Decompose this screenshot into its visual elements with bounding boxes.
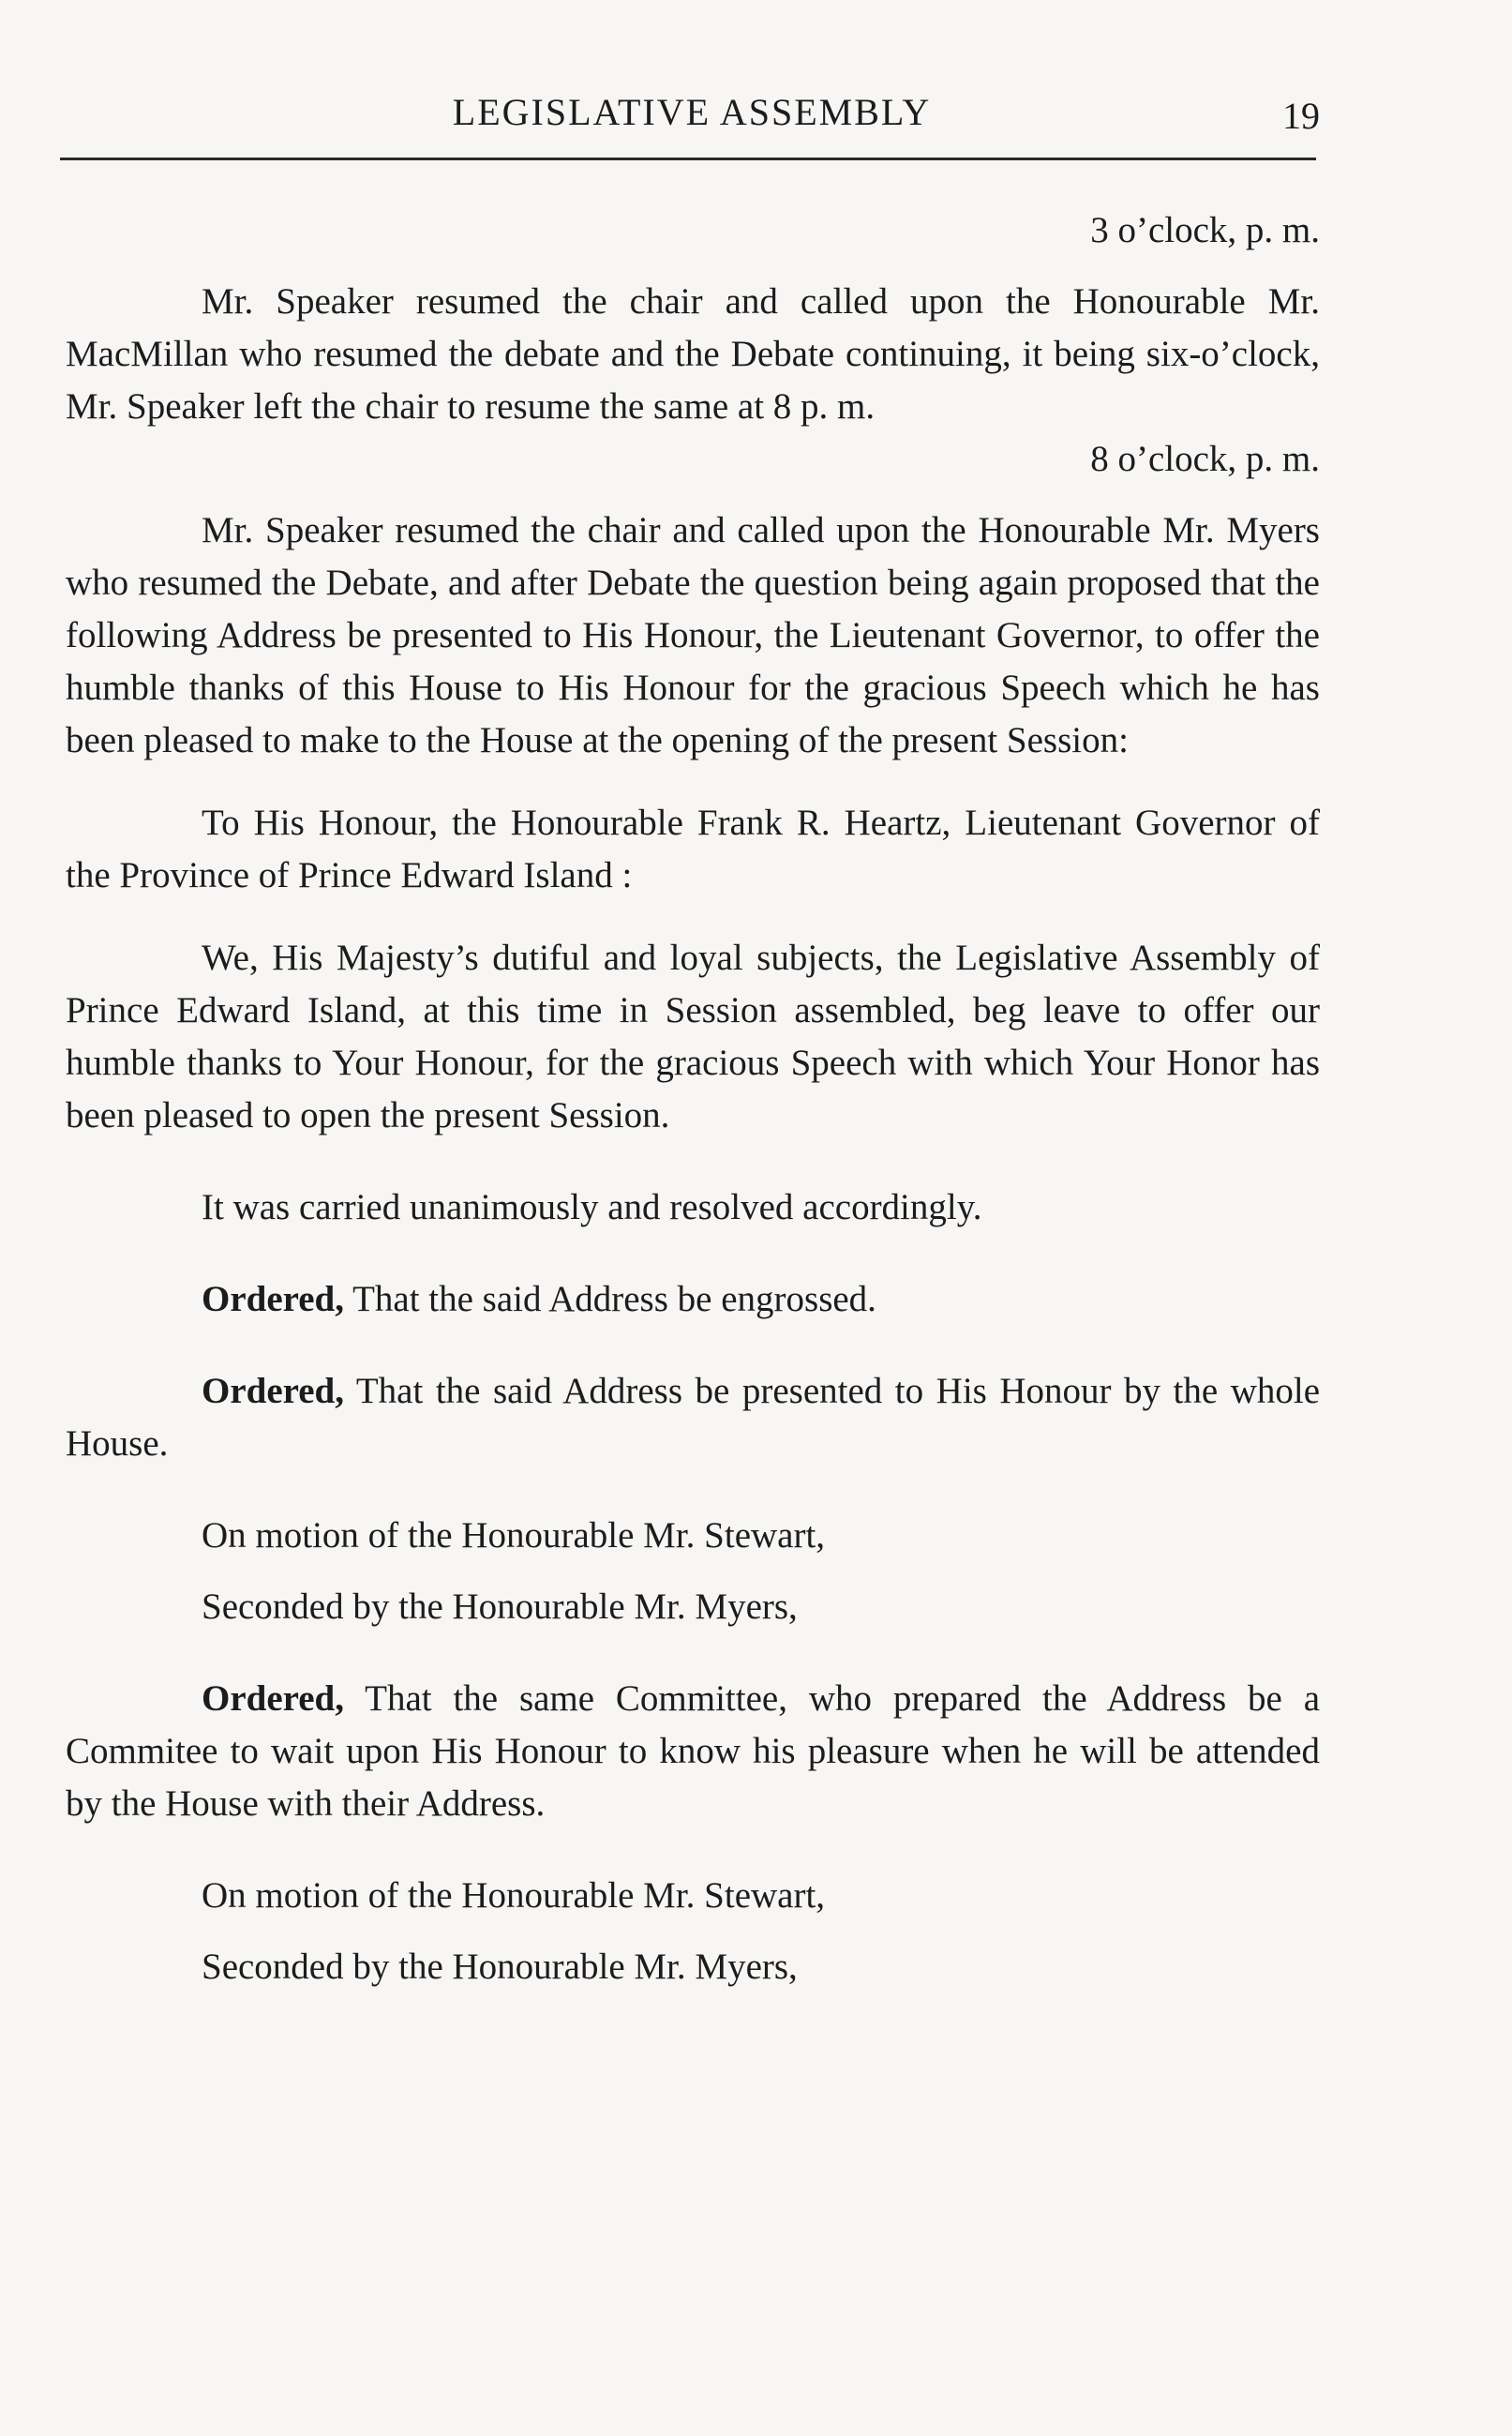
page-number: 19: [1282, 95, 1320, 137]
seconded-line: Seconded by the Honourable Mr. Myers,: [202, 1586, 798, 1627]
time-mark-8pm: 8 o’clock, p. m.: [1090, 439, 1320, 479]
page-header: [64, 90, 1320, 146]
seconded-line: Seconded by the Honourable Mr. Myers,: [202, 1947, 798, 1987]
paragraph-speaker-macmillan: Mr. Speaker resumed the chair and called upon the Honourable Mr. MacMillan who resumed the debate and the Debate continuing, it being six-o’clock, Mr. Speaker left the chair to resume the same at 8 p. m.: [66, 281, 1320, 427]
carried-statement: It was carried unanimously and resolved accordingly.: [202, 1187, 982, 1227]
ordered-text: That the said Address be presented to His Honour by the whole House.: [66, 1371, 1321, 1464]
motion-line: On motion of the Honourable Mr. Stewart,: [202, 1515, 826, 1556]
ordered-engrossed: [66, 1273, 1320, 1326]
header-rule: [60, 158, 1316, 160]
paragraph-speaker-myers: Mr. Speaker resumed the chair and called upon the Honourable Mr. Myers who resumed the Debate, and after Debate the question being again proposed that the following Address be presented to His Honour, the Lieutenant Governor, to offer the humble thanks of this House to His Honour for the gracious Speech which he has been pleased to make to the House at the opening of the present Session:: [66, 510, 1320, 760]
ordered-label: Ordered,: [202, 1678, 345, 1719]
address-body: We, His Majesty’s dutiful and loyal subjects, the Legislative Assembly of Prince Edward Island, at this time in Session assembled, beg leave to offer our humble thanks to Your Honour, for the gracious Speech with which Your Honor has been pleased to open the present Session.: [66, 938, 1320, 1135]
address-heading: To His Honour, the Honourable Frank R. Heartz, Lieutenant Governor of the Province of Prince Edward Island :: [66, 803, 1320, 895]
ordered-committee: [66, 1673, 1320, 1830]
page-body: [66, 204, 1320, 1993]
ordered-label: Ordered,: [202, 1279, 345, 1319]
time-mark-3pm: 3 o’clock, p. m.: [1090, 210, 1320, 250]
ordered-presented: [66, 1365, 1320, 1470]
motion-line: On motion of the Honourable Mr. Stewart,: [202, 1875, 826, 1916]
running-head: LEGISLATIVE ASSEMBLY: [452, 91, 932, 133]
ordered-label: Ordered,: [202, 1371, 345, 1411]
ordered-text: That the said Address be engrossed.: [352, 1279, 876, 1319]
ordered-text: That the same Committee, who prepared the Address be a Commitee to wait upon His Honour to know his pleasure when he will be attended by the House with their Address.: [66, 1678, 1320, 1824]
